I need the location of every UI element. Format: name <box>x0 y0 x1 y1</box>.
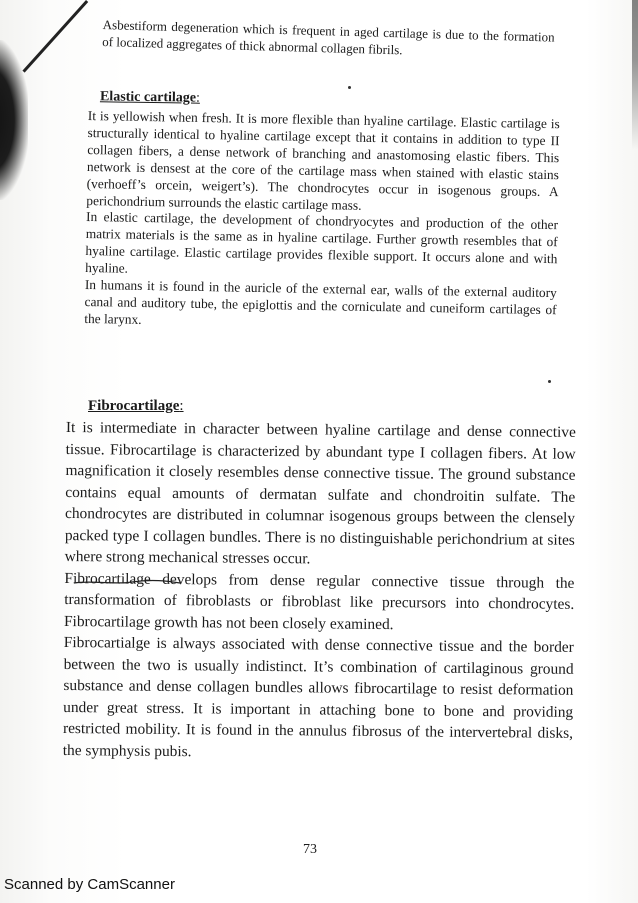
fibro-paragraph-3: Fibrocartialge is always associated with dense connective tissue and the border between the two is usually indistinct. It’s combination of cartilaginous ground substance and dense collagen bundles allows fibrocartilage to resist deformation under great stress. It is important in attaching bone to bone and providing restricted mobility. It is found in the annulus fibrosus of the intervertebral disks, the symphysis pubis. <box>62 633 574 760</box>
elastic-cartilage-heading <box>100 89 200 106</box>
speck-mark <box>548 380 551 383</box>
fibrocartilage-body <box>63 417 576 766</box>
speck-mark <box>348 86 351 89</box>
handwritten-underline <box>72 578 182 586</box>
fibro-heading-colon: : <box>179 398 184 414</box>
elastic-paragraph-2: In elastic cartilage, the development of chondryocytes and production of the other matrix materials is the same as in hyaline cartilage. Further growth resembles that of hyaline cartilage. Elastic cartilage provides flexible support. It occurs alone and with hyaline. <box>85 209 559 276</box>
elastic-heading-colon: : <box>195 90 201 106</box>
elastic-paragraph-1: It is yellowish when fresh. It is more flexible than hyaline cartilage. Elastic cartilage is structurally identical to hyaline cartilage except that it contains in addition to type II collagen fibers, a dense network of branching and anastomosing elastic fibers. This network is densest at the core of the cartilage mass when stained with elastic stains (verhoeff’s orcein, weigert’s). The chondrocytes occur in isogenous groups. A perichondrium surrounds the elastic cartilage mass. <box>86 108 560 213</box>
scan-edge <box>632 0 638 150</box>
scan-shadow <box>0 40 28 200</box>
page-fold-line <box>22 0 88 73</box>
fibro-heading-text: Fibrocartilage <box>88 398 180 414</box>
elastic-heading-text: Elastic cartilage <box>99 89 197 106</box>
fibrocartilage-heading <box>88 398 184 415</box>
scanner-watermark: Scanned by CamScanner <box>4 876 175 893</box>
fibro-paragraph-2: Fibrocartilage develops from dense regular connective tissue through the transformation of fibroblasts or fibroblast like precursors into chondrocytes. Fibrocartilage growth has not been closely examined. <box>63 569 575 633</box>
page-number: 73 <box>303 842 317 857</box>
fibro-paragraph-1: It is intermediate in character between hyaline cartilage and dense connective tissue. Fibrocartilage is characterized by abundant type I collagen fibers. At low magnification it closely resembles dense connective tissue. The ground substance contains equal amounts of dermatan sulfate and chondroitin sulfate. The chondrocytes are distributed in columnar isogenous groups between the clensely packed type I collagen bundles. There is no distinguishable perichondrium at sites where strong mechanical stresses occur. <box>64 418 576 568</box>
elastic-cartilage-body <box>84 108 560 336</box>
intro-paragraph: Asbestiform degeneration which is frequent in aged cartilage is due to the formation of localized aggregates of thick abnormal collagen fibrils. <box>102 16 555 58</box>
elastic-paragraph-3: In humans it is found in the auricle of the external ear, walls of the external auditory canal and auditory tube, the epiglottis and the corniculate and cuneiform cartilages of the larynx. <box>84 277 557 327</box>
